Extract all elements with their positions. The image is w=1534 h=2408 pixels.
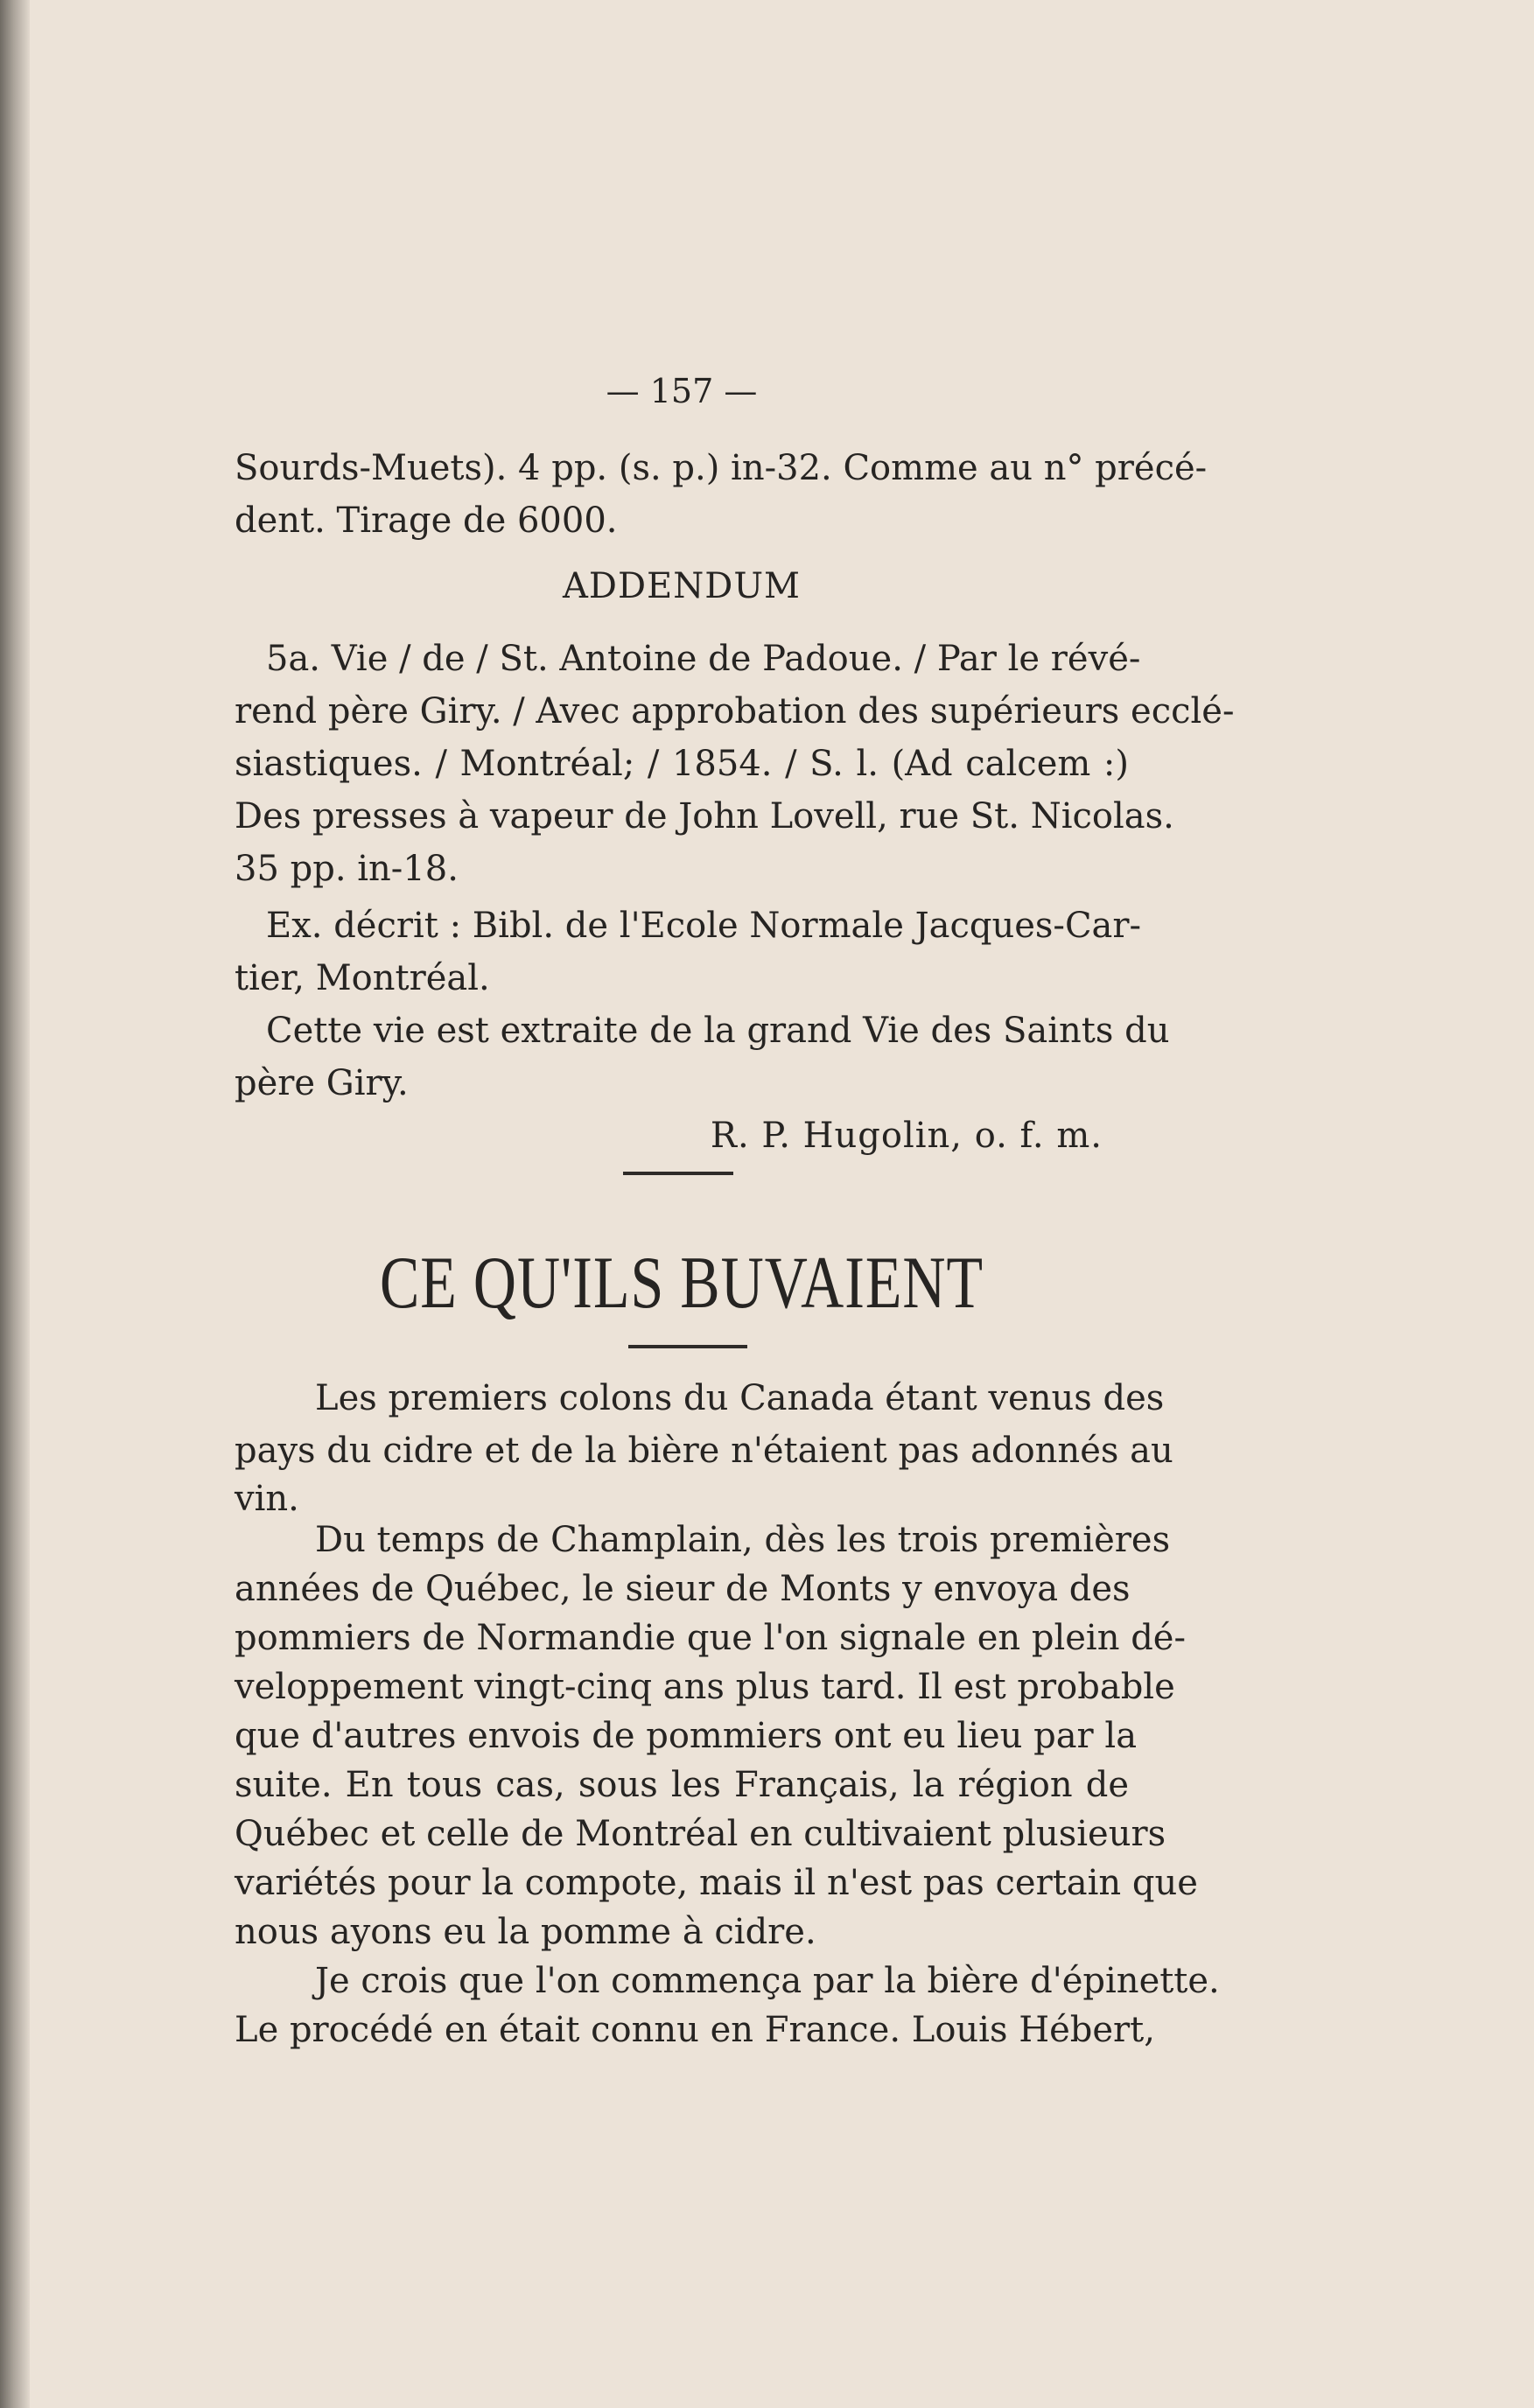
text-line: rend père Giry. / Avec approbation des supérieurs ecclé- (235, 691, 1235, 732)
text-line: pays du cidre et de la bière n'étaient pas adonnés au (235, 1431, 1173, 1471)
text-line: Le procédé en était connu en France. Louis Hébert, (235, 2010, 1155, 2050)
binding-shadow (0, 0, 30, 2408)
text-line: variétés pour la compote, mais il n'est pas certain que (235, 1863, 1198, 1903)
text-line: Ex. décrit : Bibl. de l'Ecole Normale Jacques-Car- (266, 906, 1142, 946)
text-line: Québec et celle de Montréal en cultivaient plusieurs (235, 1814, 1166, 1854)
section-divider (623, 1172, 733, 1175)
text-line: dent. Tirage de 6000. (235, 500, 618, 541)
text-line: Les premiers colons du Canada étant venus des (315, 1378, 1165, 1418)
text-line: Cette vie est extraite de la grand Vie des Saints du (266, 1011, 1170, 1051)
text-line: vin. (235, 1479, 299, 1519)
text-line: pommiers de Normandie que l'on signale en plein dé- (235, 1618, 1186, 1658)
text-line: père Giry. (235, 1063, 409, 1103)
text-line: tier, Montréal. (235, 958, 490, 998)
text-line: siastiques. / Montréal; / 1854. / S. l. (Ad calcem :) (235, 744, 1129, 784)
text-line: 35 pp. in-18. (235, 849, 459, 889)
text-line: que d'autres envois de pommiers ont eu lieu par la (235, 1716, 1138, 1756)
page-number: — 157 — (606, 372, 758, 410)
text-line: 5a. Vie / de / St. Antoine de Padoue. / Par le révé- (266, 639, 1141, 679)
title-underline (628, 1345, 747, 1348)
addendum-heading: ADDENDUM (563, 566, 801, 606)
text-line: Je crois que l'on commença par la bière d'épinette. (315, 1961, 1220, 2001)
author-signature: R. P. Hugolin, o. f. m. (710, 1116, 1103, 1156)
text-line: années de Québec, le sieur de Monts y envoya des (235, 1569, 1131, 1609)
text-line: nous ayons eu la pomme à cidre. (235, 1912, 816, 1952)
text-line: suite. En tous cas, sous les Français, la région de (235, 1765, 1129, 1805)
text-line: Sourds-Muets). 4 pp. (s. p.) in-32. Comme au n° précé- (235, 448, 1208, 488)
article-title: CE QU'ILS BUVAIENT (379, 1240, 984, 1324)
text-line: Du temps de Champlain, dès les trois premières (315, 1520, 1171, 1560)
text-line: Des presses à vapeur de John Lovell, rue St. Nicolas. (235, 796, 1174, 836)
text-line: veloppement vingt-cinq ans plus tard. Il est probable (235, 1667, 1175, 1707)
